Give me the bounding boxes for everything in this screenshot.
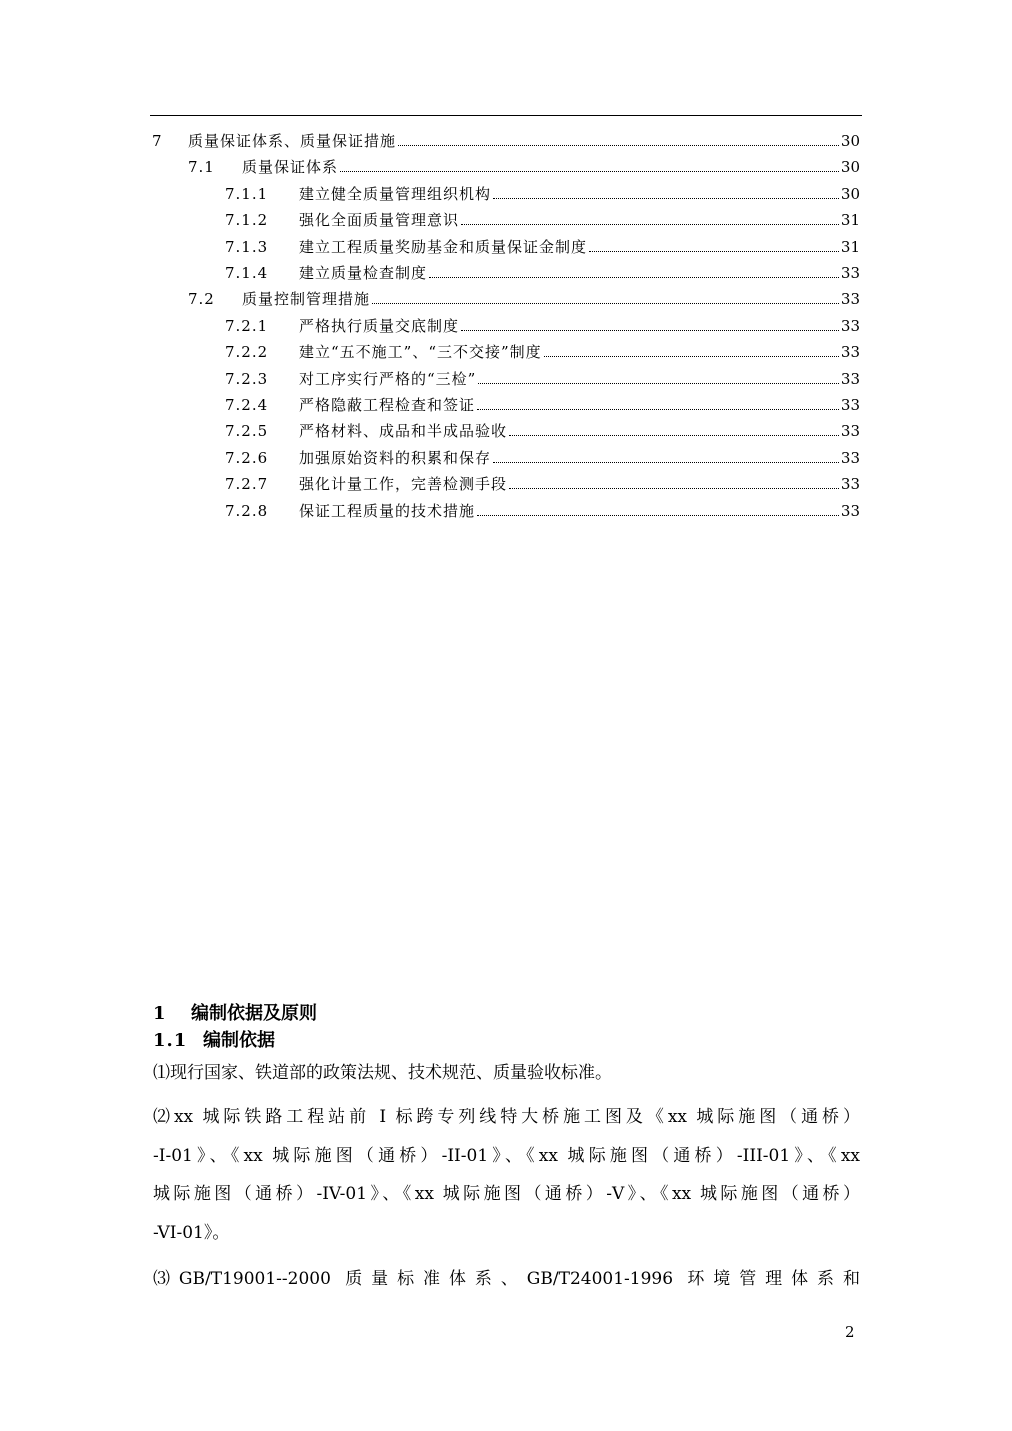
toc-entry-number: 7.2.8 xyxy=(225,501,269,520)
toc-entry-page: 31 xyxy=(840,237,860,256)
toc-entry[interactable] xyxy=(188,282,860,308)
toc-leader-dots xyxy=(493,462,839,463)
toc-entry-page: 33 xyxy=(840,475,860,494)
toc-leader-dots xyxy=(477,515,839,516)
toc-leader-dots xyxy=(478,383,839,384)
toc-entry-page: 33 xyxy=(840,369,860,388)
toc-leader-dots xyxy=(340,171,839,172)
toc-leader-dots xyxy=(589,251,839,252)
toc-entry-page: 33 xyxy=(840,422,860,441)
toc-entry-title: 建立工程质量奖励基金和质量保证金制度 xyxy=(299,237,588,256)
toc-entry-number: 7.2.7 xyxy=(225,475,269,494)
toc-entry[interactable] xyxy=(225,467,860,493)
toc-entry-page: 33 xyxy=(840,316,860,335)
toc-leader-dots xyxy=(461,224,839,225)
toc-entry-page: 33 xyxy=(840,290,860,309)
toc-entry[interactable] xyxy=(225,203,860,229)
paragraph-2-line: 城际施图（通桥）-IV-01》、《xx 城际施图（通桥）-V》、《xx 城际施图（通桥） xyxy=(153,1184,860,1204)
toc-entry-title: 强化全面质量管理意识 xyxy=(299,211,460,230)
toc-entry-title: 强化计量工作，完善检测手段 xyxy=(299,475,508,494)
toc-entry[interactable] xyxy=(225,309,860,335)
toc-leader-dots xyxy=(509,435,839,436)
toc-entry-number: 7.2.1 xyxy=(225,316,269,335)
toc-entry-page: 30 xyxy=(840,158,860,177)
toc-entry[interactable] xyxy=(225,494,860,520)
section-heading-1-1-number: 1.1 xyxy=(153,1030,188,1051)
toc-entry-title: 建立质量检查制度 xyxy=(299,264,428,282)
toc-entry[interactable] xyxy=(225,177,860,203)
paragraph-2 xyxy=(153,1098,860,1252)
toc-entry-page: 33 xyxy=(840,396,860,414)
toc-entry-title: 严格执行质量交底制度 xyxy=(299,316,460,335)
paragraph-3: ⑶GB/T19001--2000 质量标准体系、GB/T24001-1996 环境管理体系和 xyxy=(153,1269,860,1289)
toc-entry-page: 33 xyxy=(840,448,860,467)
toc-entry-title: 加强原始资料的积累和保存 xyxy=(299,448,492,467)
paragraph-2-line: -I-01》、《xx 城际施图（通桥）-II-01》、《xx 城际施图（通桥）-III-01》、《xx xyxy=(153,1145,860,1166)
toc-entry-page: 31 xyxy=(840,211,860,230)
toc-entry-title: 质量保证体系、质量保证措施 xyxy=(188,132,397,150)
toc-entry-page: 33 xyxy=(840,264,860,282)
toc-leader-dots xyxy=(493,198,839,199)
paragraph-2-line: -VI-01》。 xyxy=(153,1222,230,1243)
toc-entry[interactable] xyxy=(225,335,860,361)
paragraph-2-line: ⑵xx 城际铁路工程站前 I 标跨专列线特大桥施工图及《xx 城际施图（通桥） xyxy=(153,1107,860,1127)
section-heading-1-1 xyxy=(153,1026,275,1052)
toc-entry-page: 33 xyxy=(840,501,860,520)
toc-entry-number: 7.2.2 xyxy=(225,343,269,362)
toc-entry-number: 7.1.3 xyxy=(225,237,269,256)
section-heading-1-title: 编制依据及原则 xyxy=(191,1003,317,1024)
section-heading-1-number: 1 xyxy=(153,1003,166,1024)
toc-entry[interactable] xyxy=(225,388,860,414)
toc-entry-title: 质量控制管理措施 xyxy=(242,290,371,309)
toc-leader-dots xyxy=(461,330,839,331)
toc-leader-dots xyxy=(509,488,839,489)
toc-entry[interactable] xyxy=(225,414,860,440)
toc-leader-dots xyxy=(398,145,839,146)
toc-leader-dots xyxy=(372,303,839,304)
section-heading-1-1-title: 编制依据 xyxy=(203,1030,275,1051)
toc-entry-title: 建立“五不施工”、“三不交接”制度 xyxy=(299,343,542,362)
toc-entry-title: 质量保证体系 xyxy=(242,158,339,177)
toc-entry-title: 保证工程质量的技术措施 xyxy=(299,501,476,520)
toc-entry-page: 30 xyxy=(840,184,860,203)
section-heading-1 xyxy=(153,999,317,1025)
page-number: 2 xyxy=(845,1323,855,1341)
toc-entry-number: 7.1.2 xyxy=(225,211,269,230)
toc-entry-page: 30 xyxy=(840,132,860,150)
toc-entry-number: 7.2 xyxy=(188,290,215,309)
toc-entry[interactable] xyxy=(152,124,860,150)
paragraph-1: ⑴现行国家、铁道部的政策法规、技术规范、质量验收标准。 xyxy=(153,1063,612,1083)
header-rule xyxy=(150,115,862,116)
toc-entry-number: 7 xyxy=(152,132,163,150)
toc-leader-dots xyxy=(544,356,839,357)
toc-entry-number: 7.2.5 xyxy=(225,422,269,441)
toc-leader-dots xyxy=(429,277,839,278)
toc-entry[interactable] xyxy=(225,441,860,467)
toc-entry-number: 7.2.4 xyxy=(225,396,269,414)
toc-entry[interactable] xyxy=(188,150,860,176)
toc-entry-number: 7.2.3 xyxy=(225,369,269,388)
toc-entry-number: 7.2.6 xyxy=(225,448,269,467)
toc-entry-number: 7.1 xyxy=(188,158,215,177)
toc-entry-number: 7.1.4 xyxy=(225,264,269,282)
toc-entry[interactable] xyxy=(225,230,860,256)
toc-entry[interactable] xyxy=(225,362,860,388)
toc-entry-title: 严格材料、成品和半成品验收 xyxy=(299,422,508,441)
toc-leader-dots xyxy=(477,409,839,410)
toc-entry-title: 对工序实行严格的“三检” xyxy=(299,369,477,388)
toc-entry-title: 建立健全质量管理组织机构 xyxy=(299,184,492,203)
toc-entry-page: 33 xyxy=(840,343,860,362)
toc-entry[interactable] xyxy=(225,256,860,282)
toc-entry-number: 7.1.1 xyxy=(225,184,269,203)
toc-entry-title: 严格隐蔽工程检查和签证 xyxy=(299,396,476,414)
